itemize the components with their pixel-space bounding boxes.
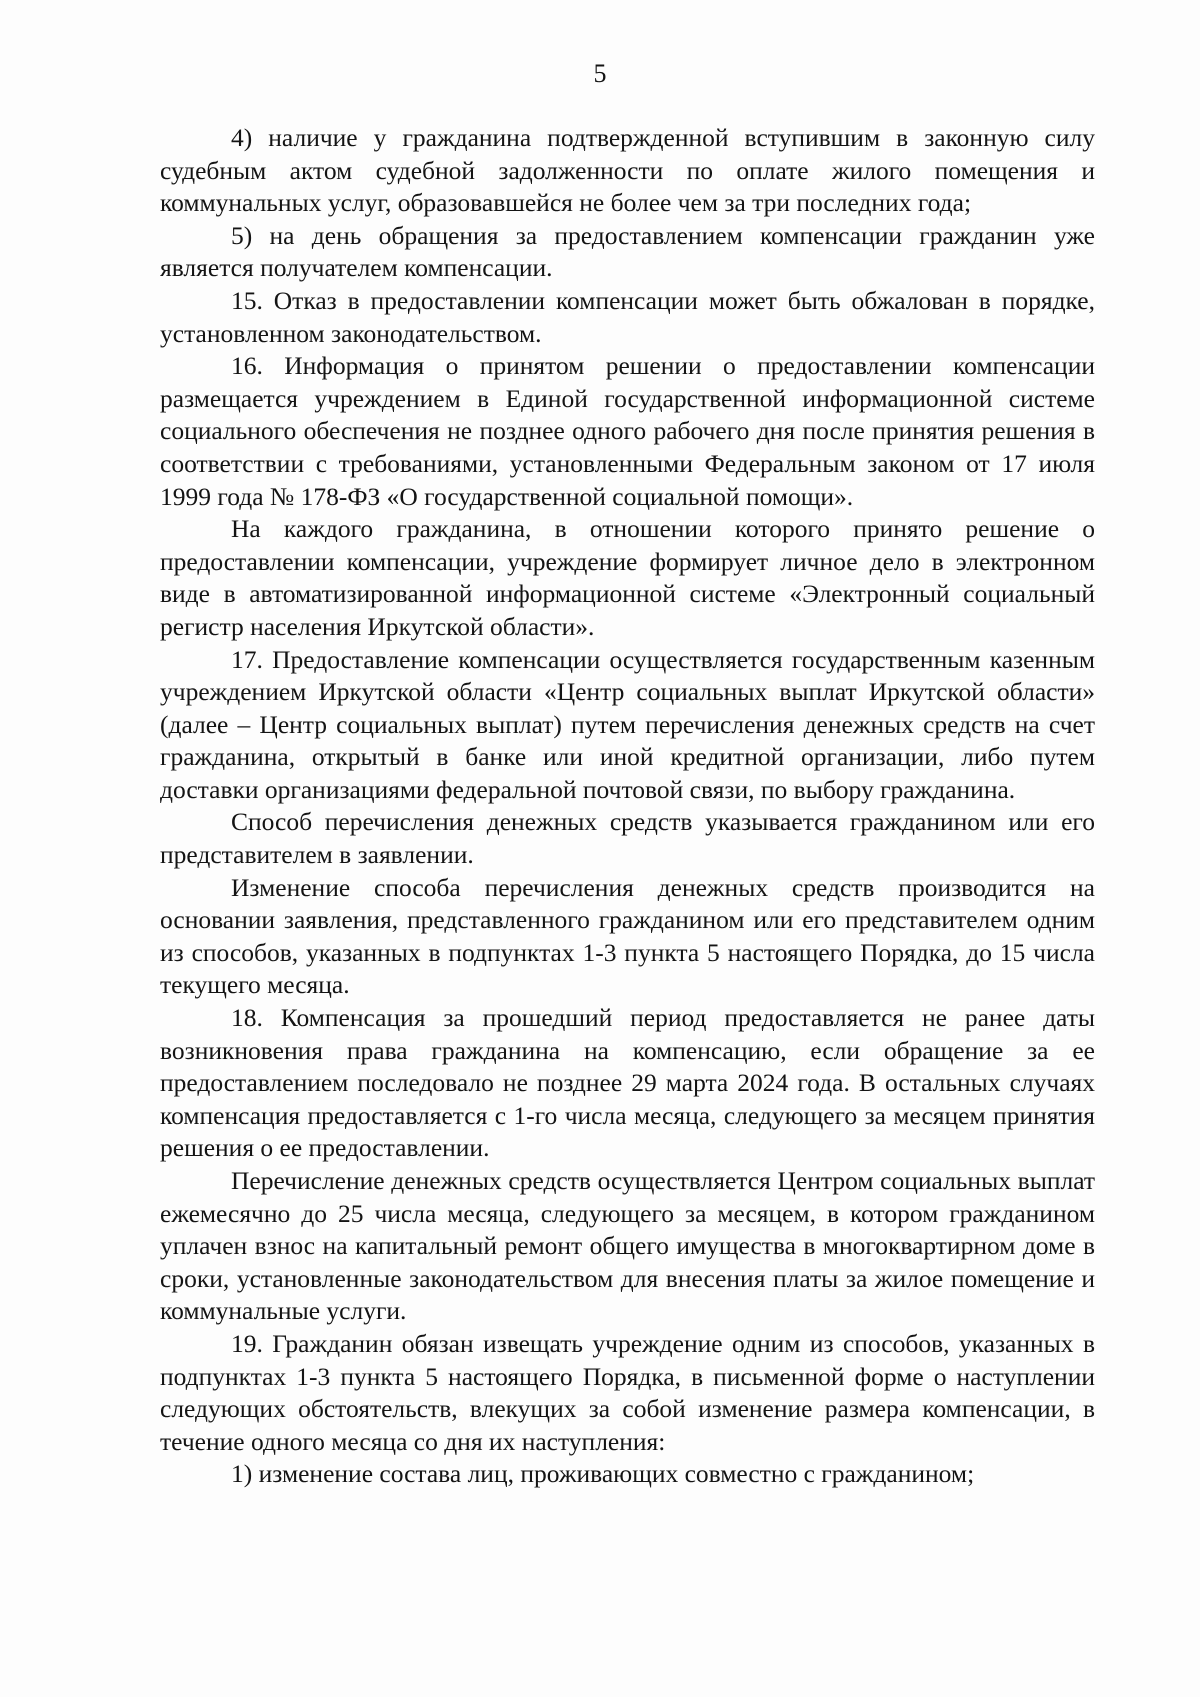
- paragraph-monthly-transfer: Перечисление денежных средств осуществляется Центром социальных выплат ежемесячно до 25 числа месяца, следующего за месяцем, в котором гражданином уплачен взнос на капитальный ремонт общего имущества в многоквартирном доме в сроки, установленные законодательством для внесения платы за жилое помещение и коммунальные услуги.: [160, 1166, 1095, 1326]
- paragraph-item-4-judicial-debt: 4) наличие у гражданина подтвержденной вступившим в законную силу судебным актом судебной задолженности по оплате жилого помещения и коммунальных услуг, образовавшейся не более чем за три последних года;: [160, 123, 1095, 218]
- paragraph-19-notification-duty: 19. Гражданин обязан извещать учреждение одним из способов, указанных в подпунктах 1-3 пункта 5 настоящего Порядка, в письменной форме о наступлении следующих обстоятельств, влекущих за собой изменение размера компенсации, в течение одного месяца со дня их наступления:: [160, 1328, 1095, 1456]
- paragraph-item-1-household-change: 1) изменение состава лиц, проживающих совместно с гражданином;: [231, 1459, 975, 1489]
- page-number: 5: [593, 59, 607, 88]
- paragraph-16-information-placement: 16. Информация о принятом решении о предоставлении компенсации размещается учреждением в Единой государственной информационной системе социального обеспечения не позднее одного рабочего дня после принятия решения в соответствии с требованиями, установленными Федеральным законом от 17 июля 1999 года № 178-ФЗ «О государственной социальной помощи».: [160, 351, 1095, 511]
- paragraph-item-5-already-recipient: 5) на день обращения за предоставлением компенсации гражданин уже является получателем компенсации.: [160, 220, 1095, 283]
- paragraph-17-provision: 17. Предоставление компенсации осуществляется государственным казенным учреждением Иркутской области «Центр социальных выплат Иркутской области» (далее – Центр социальных выплат) путем перечисления денежных средств на счет гражданина, открытый в банке или иной кредитной организации, либо путем доставки организациями федеральной почтовой связи, по выбору гражданина.: [160, 644, 1095, 804]
- paragraph-15-appeal: 15. Отказ в предоставлении компенсации может быть обжалован в порядке, установленном законодательством.: [160, 285, 1095, 348]
- paragraph-transfer-method-change: Изменение способа перечисления денежных средств производится на основании заявления, представленного гражданином или его представителем одним из способов, указанных в подпунктах 1-3 пункта 5 настоящего Порядка, до 15 числа текущего месяца.: [160, 872, 1095, 1000]
- paragraph-18-past-period: 18. Компенсация за прошедший период предоставляется не ранее даты возникновения права гражданина на компенсацию, если обращение за ее предоставлением последовало не позднее 29 марта 2024 года. В остальных случаях компенсация предоставляется с 1-го числа месяца, следующего за месяцем принятия решения о ее предоставлении.: [160, 1003, 1095, 1163]
- paragraph-transfer-method: Способ перечисления денежных средств указывается гражданином или его представителем в заявлении.: [160, 807, 1095, 870]
- paragraph-personal-file: На каждого гражданина, в отношении которого принято решение о предоставлении компенсации, учреждение формирует личное дело в электронном виде в автоматизированной информационной системе «Электронный социальный регистр населения Иркутской области».: [160, 514, 1095, 641]
- document-body: [160, 122, 1095, 1491]
